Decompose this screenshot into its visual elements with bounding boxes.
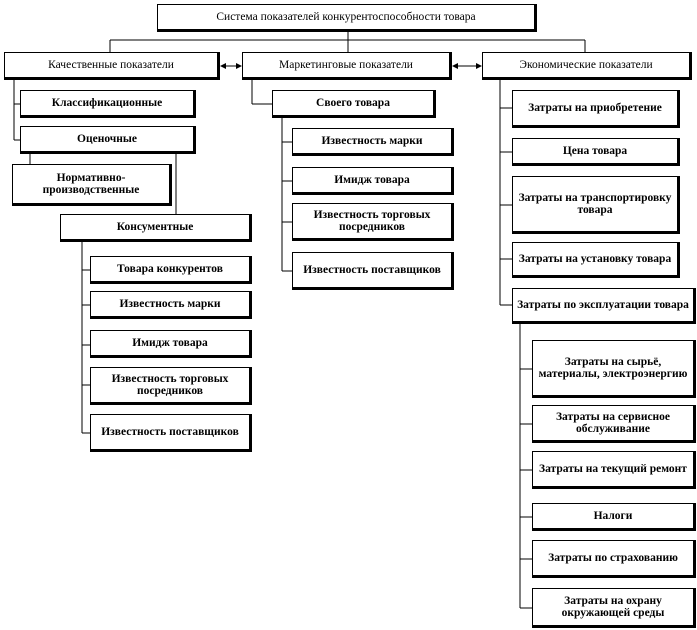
operation-item: Затраты на текущий ремонт bbox=[532, 451, 696, 489]
node-consumer: Консументные bbox=[60, 214, 252, 242]
economic-item: Затраты по эксплуатации товара bbox=[512, 288, 696, 324]
diagram-title: Система показателей конкурентоспособности товара bbox=[157, 4, 537, 32]
own-item: Известность поставщиков bbox=[292, 252, 454, 290]
operation-item: Затраты на сервисное обслуживание bbox=[532, 405, 696, 443]
own-item: Известность торговых посредников bbox=[292, 203, 454, 241]
header-quality: Качественные показатели bbox=[4, 52, 220, 80]
header-marketing: Маркетинговые показатели bbox=[242, 52, 452, 80]
consumer-item: Известность торговых посредников bbox=[90, 367, 252, 405]
consumer-item: Имидж товара bbox=[90, 330, 252, 358]
consumer-item: Товара конкурентов bbox=[90, 256, 252, 284]
operation-item: Затраты на сырьё, материалы, электроэнергию bbox=[532, 340, 696, 398]
operation-item: Затраты на охрану окружающей среды bbox=[532, 588, 696, 628]
node-evaluative: Оценочные bbox=[20, 126, 196, 154]
node-normative: Нормативно-производственные bbox=[12, 164, 172, 206]
node-classification: Классификационные bbox=[20, 90, 196, 118]
header-economic: Экономические показатели bbox=[482, 52, 692, 80]
operation-item: Затраты по страхованию bbox=[532, 540, 696, 578]
economic-item: Затраты на транспортировку товара bbox=[512, 176, 680, 234]
economic-item: Затраты на установку товара bbox=[512, 242, 680, 278]
consumer-item: Известность поставщиков bbox=[90, 414, 252, 452]
node-own-product: Своего товара bbox=[272, 90, 436, 118]
operation-item: Налоги bbox=[532, 503, 696, 531]
consumer-item: Известность марки bbox=[90, 291, 252, 319]
own-item: Имидж товара bbox=[292, 167, 454, 195]
own-item: Известность марки bbox=[292, 128, 454, 156]
economic-item: Цена товара bbox=[512, 138, 680, 166]
economic-item: Затраты на приобретение bbox=[512, 90, 680, 128]
